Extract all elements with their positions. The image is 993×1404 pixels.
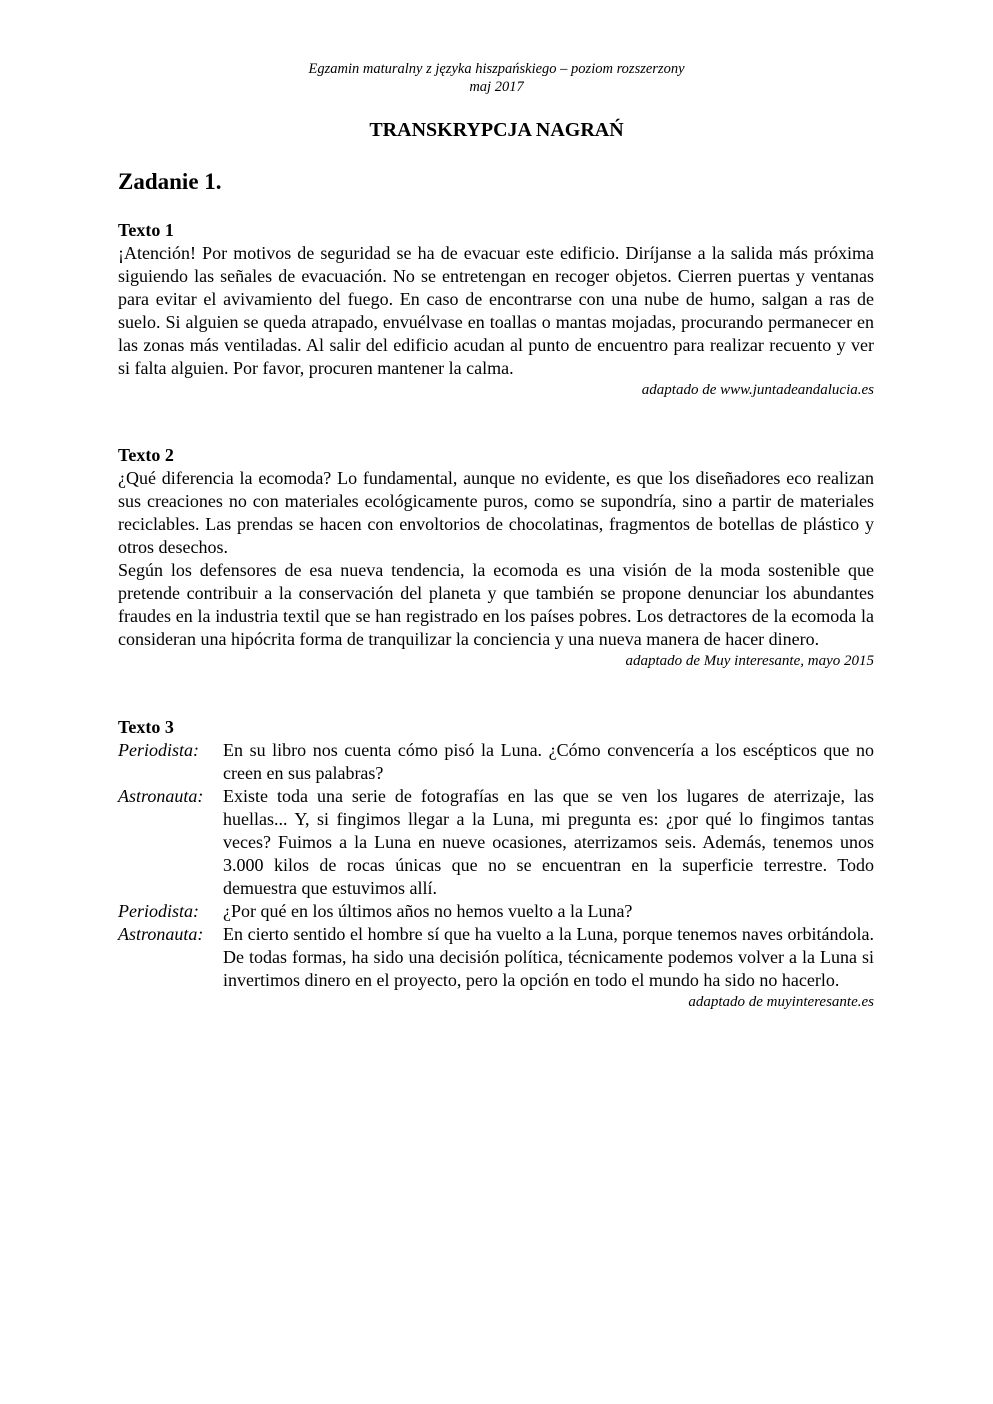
text-paragraph: ¿Qué diferencia la ecomoda? Lo fundamental, aunque no evidente, es que los diseñadores eco realizan sus creaciones no con materiales ecológicamente puros, como se supondría, sino a partir de materiales reciclables. Las prendas se hacen con envoltorios de chocolatinas, fragmentos de botellas de plástico y otros desechos. [118,468,874,557]
dialogue-turn [118,923,874,992]
speaker-label: Periodista: [118,901,199,921]
dialogue-turn [118,739,874,785]
utterance-text: Existe toda una serie de fotografías en las que se ven los lugares de aterrizaje, las huellas... Y, si fingimos llegar a la Luna, mi pregunta es: ¿por qué lo fingimos tantas veces? Fuimos a la Luna en nueve ocasiones, aterrizamos seis. Además, tenemos unos 3.000 kilos de rocas únicas que no se encuentran en la superficie terrestre. Todo demuestra que estuvimos allí. [223,786,874,898]
utterance-text: En su libro nos cuenta cómo pisó la Luna. ¿Cómo convencería a los escépticos que no creen en sus palabras? [223,740,874,783]
utterance-text: En cierto sentido el hombre sí que ha vuelto a la Luna, porque tenemos naves orbitándola. De todas formas, ha sido una decisión política, técnicamente podemos volver a la Luna si invertimos dinero en el proyecto, pero la opción en todo el mundo ha sido no hacerlo. [223,924,874,990]
text-paragraph: ¡Atención! Por motivos de seguridad se ha de evacuar este edificio. Diríjanse a la salida más próxima siguiendo las señales de evacuación. No se entretengan en recoger objetos. Cierren puertas y ventanas para evitar el avivamiento del fuego. En caso de encontrarse con una nube de humo, salgan a ras de suelo. Si alguien se queda atrapado, envuélvase en toallas o mantas mojadas, procurando permanecer en las zonas más ventiladas. Al salir del edificio acudan al punto de encuentro para realizar recuento y ver si falta alguien. Por favor, procuren mantener la calma. [118,243,874,378]
text-paragraph: Según los defensores de esa nueva tendencia, la ecomoda es una visión de la moda sostenible que pretende contribuir a la conservación del planeta y que también se propone denunciar los abundantes fraudes en la industria textil que se han registrado en los países pobres. Los detractores de la ecomoda la consideran una hipócrita forma de tranquilizar la conciencia y una nueva manera de hacer dinero. [118,560,874,649]
exam-header-date: maj 2017 [469,79,524,95]
exam-header-subject: Egzamin maturalny z języka hiszpańskiego – poziom rozszerzony [308,61,685,77]
speaker-label: Periodista: [118,740,199,760]
text-heading: Texto 3 [118,717,174,737]
speaker-label: Astronauta: [118,924,204,944]
dialogue-turn [118,785,874,900]
text-section-1 [118,219,874,400]
text-section-2 [118,444,874,671]
document-title: TRANSKRYPCJA NAGRAŃ [369,119,624,141]
dialogue-turn [118,900,874,923]
interview-dialogue [118,739,874,992]
text-heading: Texto 1 [118,220,174,240]
text-section-3 [118,716,874,1012]
task-heading: Zadanie 1. [118,169,222,194]
speaker-label: Astronauta: [118,786,204,806]
exam-header [0,60,993,96]
text-heading: Texto 2 [118,445,174,465]
source-citation: adaptado de Muy interesante, mayo 2015 [625,653,874,669]
utterance-text: ¿Por qué en los últimos años no hemos vuelto a la Luna? [223,901,633,921]
source-citation: adaptado de muyinteresante.es [688,994,874,1010]
source-citation: adaptado de www.juntadeandalucia.es [641,382,874,398]
